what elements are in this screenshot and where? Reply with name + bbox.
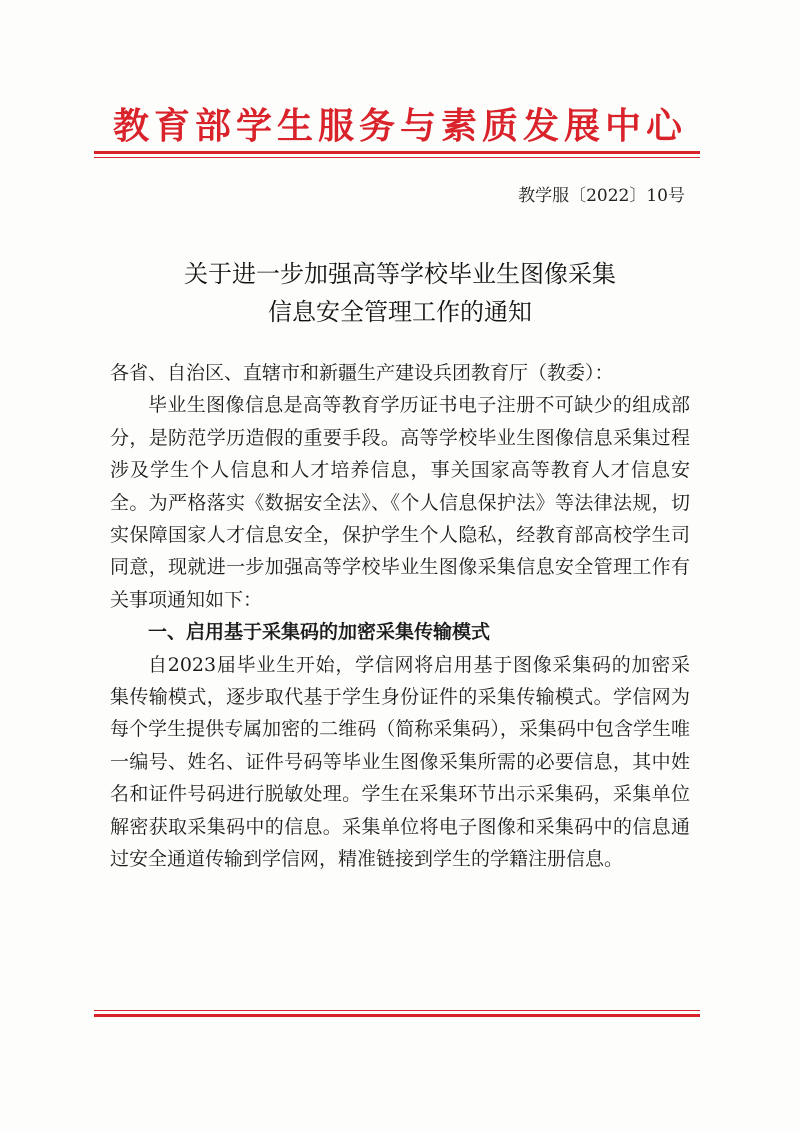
header-red-rule-thin bbox=[94, 157, 700, 158]
paragraph-section-1: 自2023届毕业生开始，学信网将启用基于图像采集码的加密采集传输模式，逐步取代基于学生身份证件的采集传输模式。学信网为每个学生提供专属加密的二维码（简称采集码），采集码中包含学生唯一编号、姓名、证件号码等毕业生图像采集所需的必要信息，其中姓名和证件号码进行脱敏处理。学生在采集环节出示采集码，采集单位解密获取采集码中的信息。采集单位将电子图像和采集码中的信息通过安全通道传输到学信网，精准链接到学生的学籍注册信息。 bbox=[110, 653, 690, 871]
section-heading-1: 一、启用基于采集码的加密采集传输模式 bbox=[148, 621, 491, 644]
salutation: 各省、自治区、直辖市和新疆生产建设兵团教育厅（教委）： bbox=[110, 362, 614, 384]
document-title-line-2: 信息安全管理工作的通知 bbox=[268, 298, 532, 326]
header-red-rule-thick bbox=[94, 151, 700, 154]
footer-red-rule-thin bbox=[94, 1010, 700, 1011]
issuing-organization-header: 教育部学生服务与素质发展中心 bbox=[112, 105, 687, 147]
document-title bbox=[0, 255, 800, 331]
document-number: 教学服〔2022〕10号 bbox=[518, 186, 685, 206]
document-title-line-1: 关于进一步加强高等学校毕业生图像采集 bbox=[184, 260, 616, 288]
document-body bbox=[110, 357, 690, 876]
paragraph-intro: 毕业生图像信息是高等教育学历证书电子注册不可缺少的组成部分，是防范学历造假的重要手段。高等学校毕业生图像信息采集过程涉及学生个人信息和人才培养信息，事关国家高等教育人才信息安全。为严格落实《数据安全法》、《个人信息保护法》等法律法规，切实保障国家人才信息安全，保护学生个人隐私，经教育部高校学生司同意，现就进一步加强高等学校毕业生图像采集信息安全管理工作有关事项通知如下： bbox=[110, 394, 690, 611]
footer-red-rule-thick bbox=[94, 1014, 700, 1017]
